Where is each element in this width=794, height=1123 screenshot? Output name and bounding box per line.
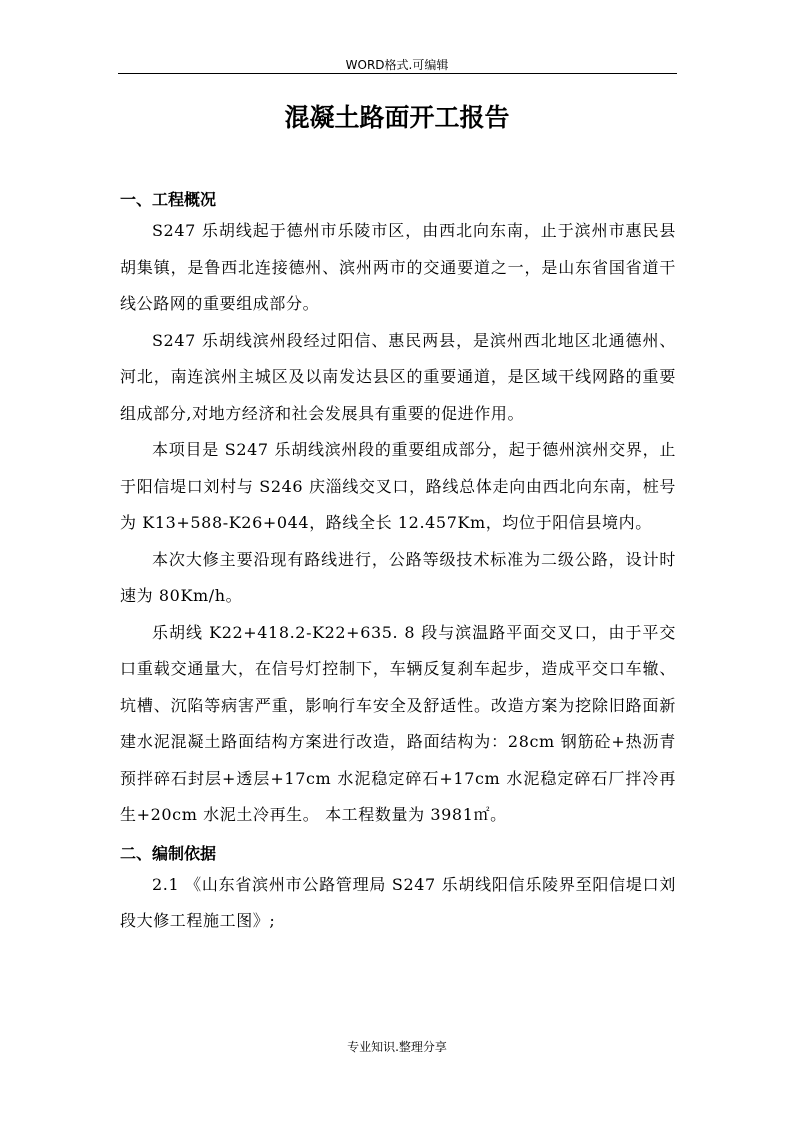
document-body	[120, 186, 676, 940]
paragraph: 本项目是 S247 乐胡线滨州段的重要组成部分，起于德州滨州交界，止于阳信堤口刘村与 S246 庆淄线交叉口，路线总体走向由西北向东南，桩号为 K13+588-K26+044，路线全长 12.457Km，均位于阳信县境内。	[120, 440, 676, 532]
section-heading-basis: 二、编制依据	[120, 843, 217, 863]
section-heading-overview: 一、工程概况	[120, 190, 217, 209]
paragraph: 本次大修主要沿现有路线进行，公路等级技术标准为二级公路，设计时速为 80Km/h。	[120, 549, 676, 605]
paragraph: S247 乐胡线起于德州市乐陵市区，由西北向东南，止于滨州市惠民县胡集镇，是鲁西北连接德州、滨州两市的交通要道之一，是山东省国省道干线公路网的重要组成部分。	[120, 221, 676, 313]
page-header: WORD格式.可编辑	[345, 58, 449, 72]
paragraph: 2.1 《山东省滨州市公路管理局 S247 乐胡线阳信乐陵界至阳信堤口刘段大修工程施工图》;	[120, 874, 676, 930]
paragraph: S247 乐胡线滨州段经过阳信、惠民两县，是滨州西北地区北通德州、河北，南连滨州主城区及以南发达县区的重要通道，是区域干线网路的重要组成部分,对地方经济和社会发展具有重要的促进作用。	[120, 330, 676, 423]
header-rule	[118, 73, 677, 74]
document-title: 混凝土路面开工报告	[284, 103, 510, 132]
paragraph: 乐胡线 K22+418.2-K22+635. 8 段与滨温路平面交叉口，由于平交口重载交通量大，在信号灯控制下，车辆反复刹车起步，造成平交口车辙、坑槽、沉陷等病害严重，影响行车安全及舒适性。改造方案为挖除旧路面新建水泥混凝土路面结构方案进行改造，路面结构为：28cm 钢筋砼+热沥青预拌碎石封层+透层+17cm 水泥稳定碎石+17cm 水泥稳定碎石厂拌冷再生+20cm 水泥土冷再生。 本工程数量为 3981㎡。	[120, 622, 676, 824]
page-footer: 专业知识.整理分享	[347, 1040, 447, 1054]
